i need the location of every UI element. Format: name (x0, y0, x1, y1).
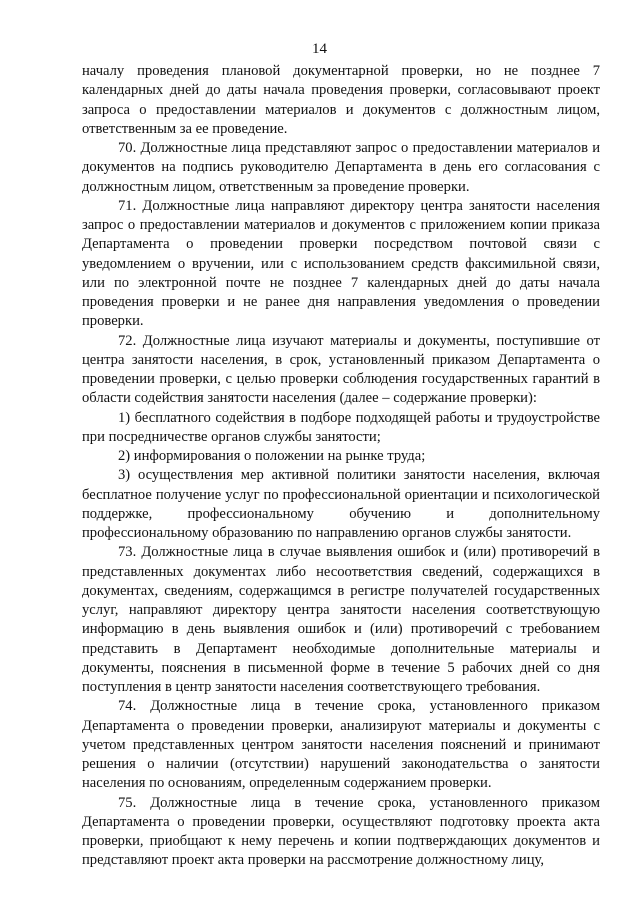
paragraph-73: 73. Должностные лица в случае выявления ошибок и (или) противоречий в представленных документах либо несоответствия сведений, содержащихся в документах, сведениям, содержащимся в регистре получателей государственных услуг, направляют директору центра занятости населения соответствующую информацию в день выявления ошибок и (или) противоречий с требованием представить в Департамент необходимые дополнительные материалы и документы, пояснения в письменной форме в течение 5 рабочих дней со дня поступления в центр занятости населения соответствующего требования. (82, 544, 600, 695)
paragraph-70: 70. Должностные лица представляют запрос о предоставлении материалов и документов на подпись руководителю Департамента в день его согласования с должностным лицом, ответственным за проведение проверки. (82, 140, 600, 195)
paragraph-75: 75. Должностные лица в течение срока, установленного приказом Департамента о проведении проверки, осуществляют подготовку проекта акта проверки, приобщают к нему перечень и копии подтверждающих документов и представляют проект акта проверки на рассмотрение должностному лицу, (82, 794, 600, 869)
document-body (82, 62, 600, 871)
page-number: 14 (312, 41, 327, 57)
list-item-2: 2) информирования о положении на рынке труда; (118, 448, 426, 464)
paragraph-71: 71. Должностные лица направляют директору центра занятости населения запрос о предоставлении материалов и документов с приложением копии приказа Департамента о проведении проверки посредством почтовой связи с уведомлением о вручении, или с использованием средств факсимильной связи, или по электронной почте не позднее 7 календарных дней до даты начала проведения проверки и не ранее дня направления уведомления о проведении проверки. (82, 197, 600, 330)
list-item-3: 3) осуществления мер активной политики занятости населения, включая бесплатное получение услуг по профессиональной ориентации и психологической поддержке, профессиональному обучению и дополнительному профессиональному образованию по направлению органов службы занятости. (82, 467, 600, 541)
list-item-1: 1) бесплатного содействия в подборе подходящей работы и трудоустройстве при посредничестве органов службы занятости; (82, 409, 600, 445)
paragraph-continuation: началу проведения плановой документарной проверки, но не позднее 7 календарных дней до даты начала проведения проверки, согласовывают проект запроса о предоставлении материалов и документов с должностным лицом, ответственным за ее проведение. (82, 63, 600, 137)
paragraph-74: 74. Должностные лица в течение срока, установленного приказом Департамента о проведении проверки, анализируют материалы и документы с учетом представленных центром занятости населения пояснений и принимают решения о наличии (отсутствии) нарушений законодательства о занятости населения по основаниям, определенным содержанием проверки. (82, 698, 600, 792)
paragraph-72: 72. Должностные лица изучают материалы и документы, поступившие от центра занятости населения, в срок, установленный приказом Департамента о проведении проверки, с целью проверки соблюдения государственных гарантий в области содействия занятости населения (далее – содержание проверки): (82, 332, 600, 407)
